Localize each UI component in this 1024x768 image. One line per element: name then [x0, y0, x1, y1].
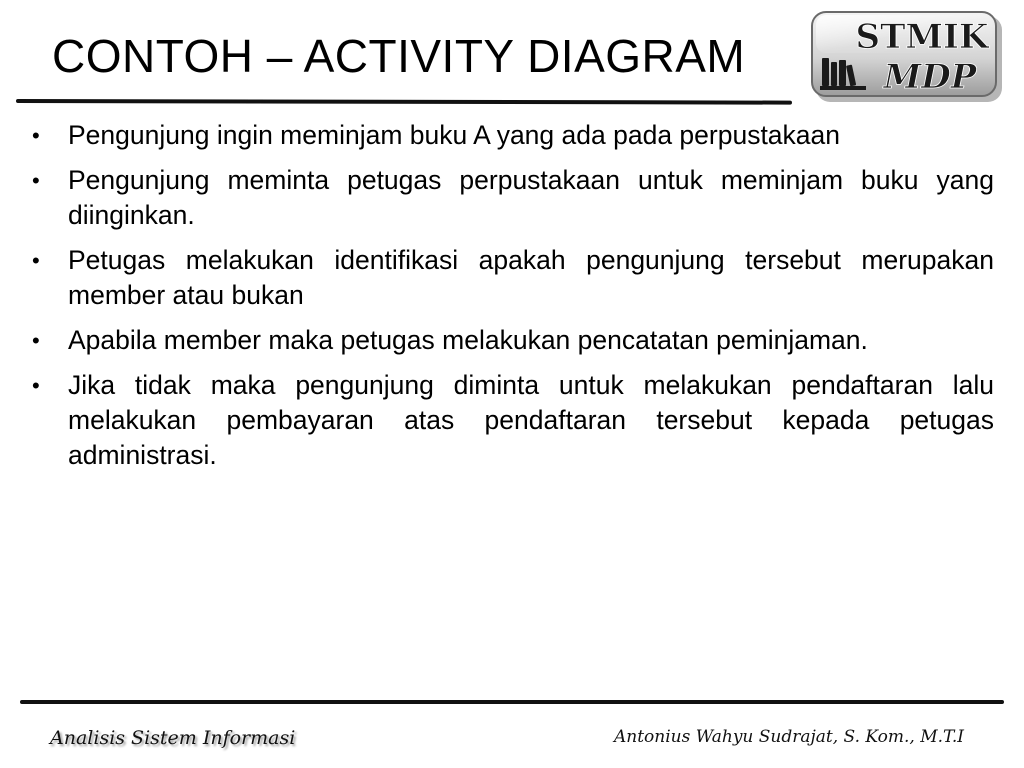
footer-author: Antonius Wahyu Sudrajat, S. Kom., M.T.I [613, 727, 964, 747]
bullet-item [30, 118, 994, 153]
bullet-text: Jika tidak maka pengunjung diminta untuk melakukan pendaftaran lalu melakukan pembayaran atas pendaftaran tersebut kepada petugas administrasi. [68, 370, 994, 470]
stmik-mdp-logo [810, 10, 1004, 104]
bullet-item [30, 163, 994, 233]
title-underline [16, 99, 792, 105]
bullet-item [30, 323, 994, 358]
bullet-icon: • [32, 248, 40, 273]
bullet-text: Apabila member maka petugas melakukan pencatatan peminjaman. [68, 325, 868, 355]
bullet-item [30, 368, 994, 473]
logo-text-mdp: MDP [883, 57, 977, 97]
bullet-item [30, 243, 994, 313]
logo-text-stmik: STMIK [855, 17, 989, 57]
bullet-text: Pengunjung meminta petugas perpustakaan untuk meminjam buku yang diinginkan. [68, 165, 994, 230]
bullet-icon: • [32, 168, 40, 193]
footer-course-title: Analisis Sistem Informasi [50, 727, 296, 749]
bullet-text: Petugas melakukan identifikasi apakah pengunjung tersebut merupakan member atau bukan [68, 245, 994, 310]
bullet-text: Pengunjung ingin meminjam buku A yang ada pada perpustakaan [68, 120, 841, 150]
slide-title: CONTOH – ACTIVITY DIAGRAM [52, 30, 746, 82]
bullet-icon: • [32, 123, 40, 148]
bullet-icon: • [32, 328, 40, 353]
footer-rule [20, 700, 1004, 704]
bullet-icon: • [32, 373, 40, 398]
bullet-list [30, 118, 994, 483]
